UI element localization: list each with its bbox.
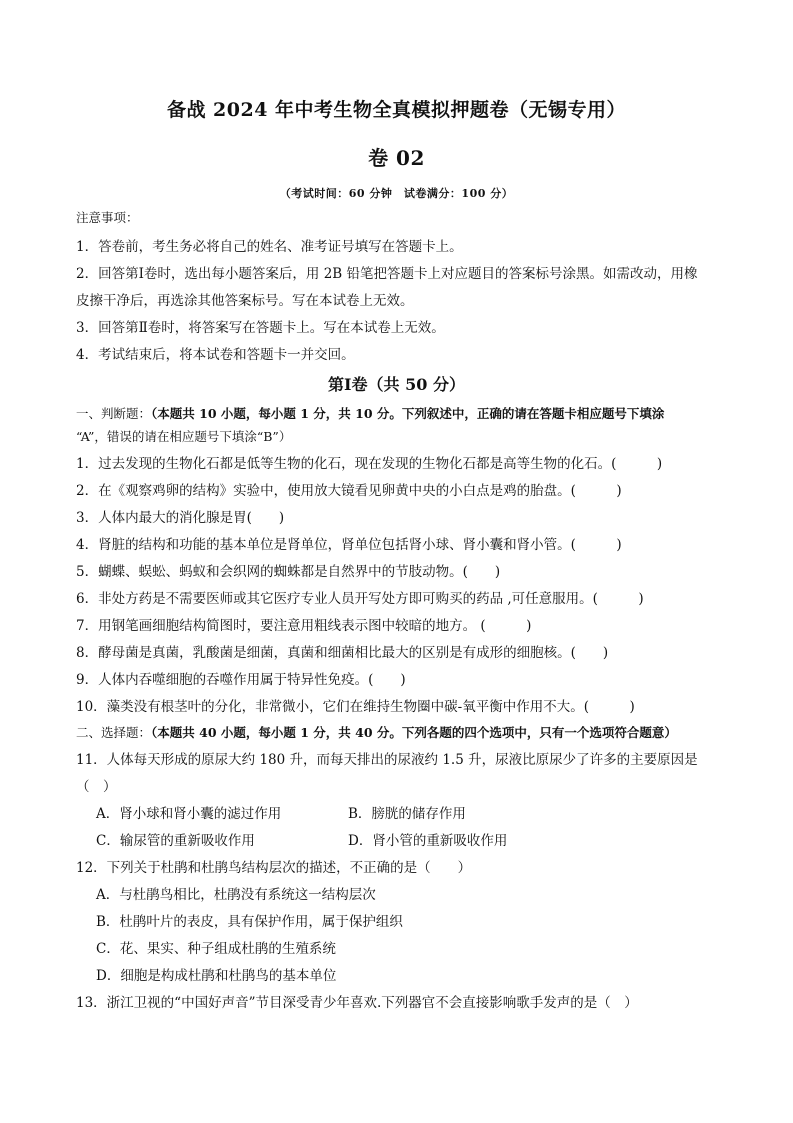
part1-title: 第Ⅰ卷（共 50 分） [328,375,465,394]
judgement-question: 8．酵母菌是真菌，乳酸菌是细菌，真菌和细菌相比最大的区别是有成形的细胞核。( ) [76,645,609,661]
judgement-question: 1．过去发现的生物化石都是低等生物的化石，现在发现的生物化石都是高等生物的化石。( ) [76,456,663,472]
notice-item: 1．答卷前，考生务必将自己的姓名、准考证号填写在答题卡上。 [76,239,463,255]
q11-option-c: C．输尿管的重新吸收作用 [96,833,255,849]
notice-item: 2．回答第Ⅰ卷时，选出每小题答案后，用 2B 铅笔把答题卡上对应题目的答案标号涂黑。如需改动，用橡 [76,266,698,282]
q11-option-d: D．肾小管的重新吸收作用 [348,833,508,849]
judgement-question: 5．蝴蝶、蜈蚣、蚂蚁和会织网的蜘蛛都是自然界中的节肢动物。( ) [76,564,501,580]
notice-item: 皮擦干净后，再选涂其他答案标号。写在本试卷上无效。 [76,293,414,309]
judgement-question: 3．人体内最大的消化腺是胃( ) [76,510,285,526]
q11-stem-blank: （ ） [76,779,117,795]
judgement-question: 6．非处方药是不需要医师或其它医疗专业人员开写处方即可购买的药品 ,可任意服用。( ) [76,591,644,607]
section2-desc: （本题共 40 小题，每小题 1 分，共 40 分。下列各题的四个选项中，只有一个选项符合题意） [151,725,677,740]
exam-title: 备战 2024 年中考生物全真模拟押题卷（无锡专用） [166,99,627,121]
section1-instructions [76,404,664,422]
section2-prefix: 二、选择题： [76,725,152,740]
q12-stem: 12．下列关于杜鹃和杜鹃鸟结构层次的描述，不正确的是（ ） [76,860,472,876]
q12-option-a: A．与杜鹃鸟相比，杜鹃没有系统这一结构层次 [96,887,376,903]
q12-option-c: C．花、果实、种子组成杜鹃的生殖系统 [96,941,336,957]
q11-option-a: A．肾小球和肾小囊的滤过作用 [96,806,282,822]
judgement-question: 9．人体内吞噬细胞的吞噬作用属于特异性免疫。( ) [76,672,406,688]
q12-option-d: D．细胞是构成杜鹃和杜鹃鸟的基本单位 [96,968,337,984]
q12-option-b: B．杜鹃叶片的表皮，具有保护作用，属于保护组织 [96,914,403,930]
q11-option-b: B．膀胱的储存作用 [348,806,466,822]
judgement-question: 7．用钢笔画细胞结构简图时，要注意用粗线表示图中较暗的地方。 ( ) [76,618,532,634]
q13-stem: 13．浙江卫视的“中国好声音”节目深受青少年喜欢.下列器官不会直接影响歌手发声的是（ ） [76,995,638,1011]
exam-info: （考试时间：60 分钟 试卷满分：100 分） [279,187,514,200]
section2-instructions [76,723,677,741]
section1-desc: （本题共 10 小题，每小题 1 分，共 10 分。下列叙述中，正确的请在答题卡相应题号下填涂 [151,406,665,421]
notice-item: 4．考试结束后，将本试卷和答题卡一并交回。 [76,347,355,363]
judgement-question: 4．肾脏的结构和功能的基本单位是肾单位，肾单位包括肾小球、肾小囊和肾小管。( ) [76,537,622,553]
q11-stem: 11．人体每天形成的原尿大约 180 升，而每天排出的尿液约 1.5 升，尿液比原尿少了许多的主要原因是 [76,752,698,768]
exam-subtitle: 卷 02 [368,146,425,170]
section1-prefix: 一、判断题： [76,406,152,421]
notice-heading: 注意事项： [76,210,139,225]
judgement-question: 10．藻类没有根茎叶的分化，非常微小，它们在维持生物圈中碳-氧平衡中作用不大。( ) [76,699,635,715]
judgement-question: 2．在《观察鸡卵的结构》实验中，使用放大镜看见卵黄中央的小白点是鸡的胎盘。( ) [76,483,622,499]
section1-desc-line2: “A”，错误的请在相应题号下填涂“B”） [76,429,292,444]
notice-item: 3．回答第Ⅱ卷时，将答案写在答题卡上。写在本试卷上无效。 [76,320,445,336]
